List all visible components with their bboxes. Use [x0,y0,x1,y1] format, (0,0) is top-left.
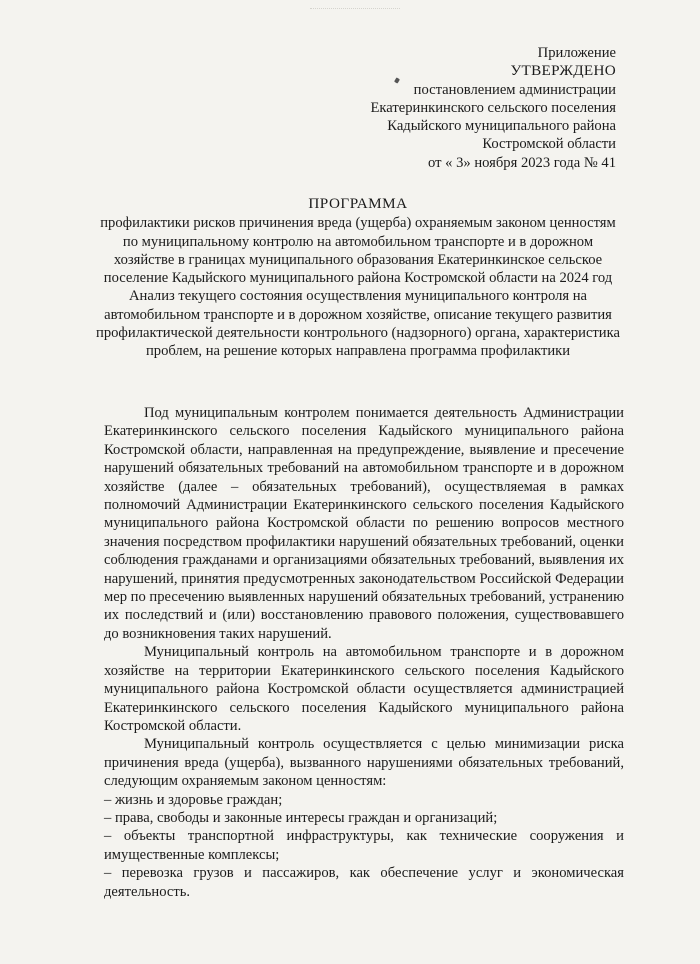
region-line: Костромской области [482,136,616,153]
scan-artifact [310,8,400,15]
program-title: ПРОГРАММА [308,195,408,212]
district-line: Кадыйского муниципального района [387,118,616,135]
settlement-line: Екатеринкинского сельского поселения [370,99,616,116]
paragraph-purpose: Муниципальный контроль осуществляется с целью минимизации риска причинения вреда (ущерба), вызванного нарушениями обязательных требований, следующим охраняемым законом ценностям: [104,736,624,790]
list-item: – объекты транспортной инфраструктуры, как технические сооружения и имущественные комплексы; [104,828,624,863]
list-item: – перевозка грузов и пассажиров, как обеспечение услуг и экономическая деятельность. [104,865,624,900]
appendix-label: Приложение [537,45,616,61]
program-subtitle: профилактики рисков причинения вреда (ущерба) охраняемым законом ценностям по муниципальному контролю на автомобильном транспорте и в дорожном хозяйстве в границах муниципального образования Екатеринкинское сельское поселение Кадыйского муниципального района Костромской области на 2024 год [100,215,616,287]
paragraph-authority: Муниципальный контроль на автомобильном транспорте и в дорожном хозяйстве на территории Екатеринкинского сельского поселения Кадыйского муниципального района Костромской области осуществляется администрацией Екатеринкинского сельского поселения Кадыйского муниципального района Костромской области. [104,644,624,734]
program-title-block [92,195,624,361]
approved-label: УТВЕРЖДЕНО [510,62,616,80]
body-text [104,404,624,901]
list-item: – права, свободы и законные интересы граждан и организаций; [104,809,498,826]
analysis-heading: Анализ текущего состояния осуществления муниципального контроля на автомобильном транспорте и в дорожном хозяйстве, описание текущего развития профилактической деятельности контрольного (надзорного) органа, характеристика проблем, на решение которых направлена программа профилактики [96,288,620,360]
approval-block [370,44,616,172]
resolution-line: постановлением администрации [413,81,616,98]
paragraph-definition: Под муниципальным контролем понимается деятельность Администрации Екатеринкинского сельского поселения Кадыйского муниципального района Костромской области, направленная на предупреждение, выявление и пресечение нарушений обязательных требований на автомобильном транспорте и в дорожном хозяйстве (далее – обязательных требований), осуществляемая в рамках полномочий Администрации Екатеринкинского сельского поселения Кадыйского муниципального района Костромской области по решению вопросов местного значения посредством профилактики нарушений обязательных требований, оценки соблюдения гражданами и организациями обязательных требований, выявления их нарушений, принятия предусмотренных законодательством Российской Федерации мер по пресечению выявленных нарушений обязательных требований, устранению их последствий и (или) восстановлению правового положения, существовавшего до возникновения таких нарушений. [104,405,624,642]
list-item: – жизнь и здоровье граждан; [104,791,283,808]
resolution-date-number: от « 3» ноября 2023 года № 41 [428,154,616,171]
